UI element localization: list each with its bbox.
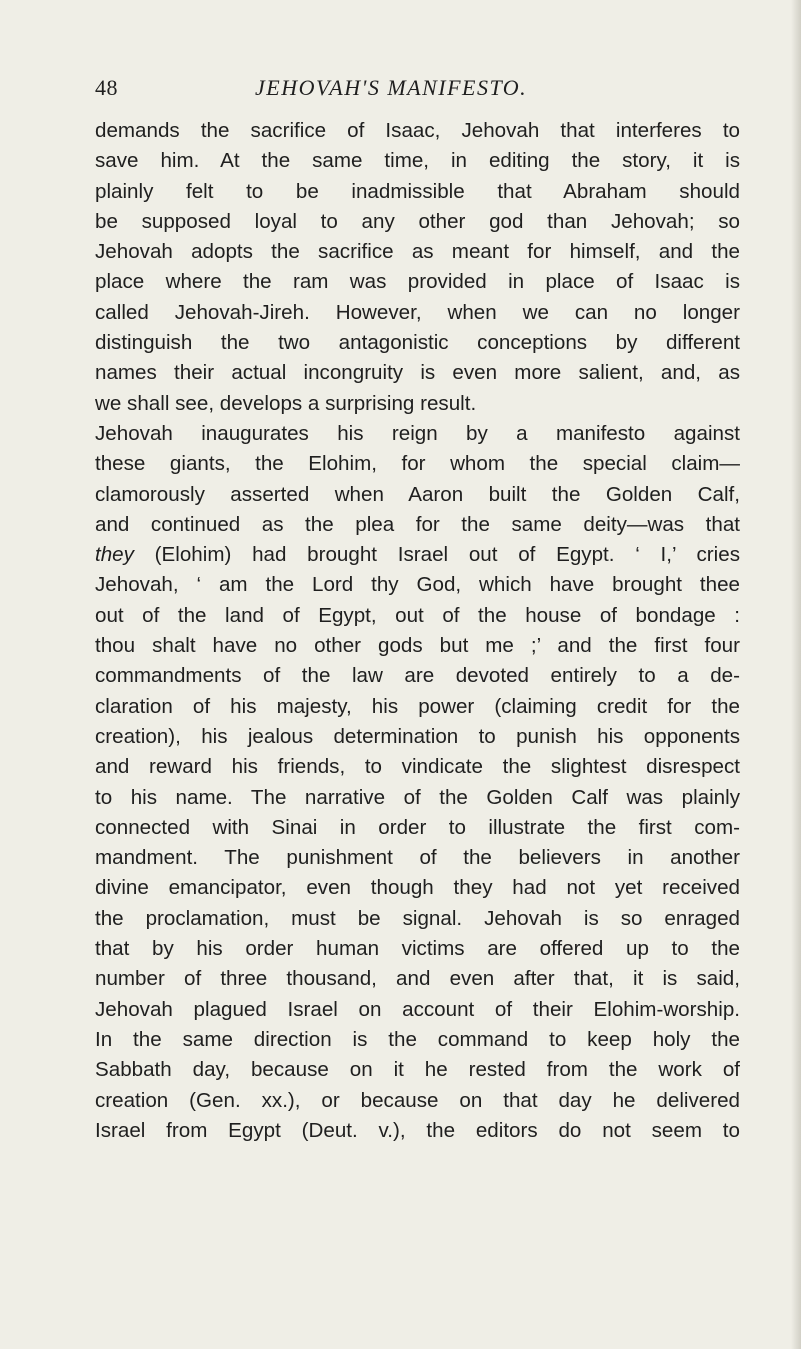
- text-line-rest: (Elohim) had brought Israel out of Egypt. ‘ I,’ cries: [154, 543, 740, 567]
- text-line: that by his order human victims are offered up to the: [95, 937, 740, 961]
- text-line: connected with Sinai in order to illustrate the first com-: [95, 815, 740, 839]
- page-edge-shadow: [791, 0, 801, 1349]
- text-line: names their actual incongruity is even more salient, and, as: [95, 361, 740, 385]
- running-head: JEHOVAH'S MANIFESTO.: [255, 75, 528, 100]
- text-line: clamorously asserted when Aaron built the Golden Calf,: [95, 482, 740, 506]
- text-line: plainly felt to be inadmissible that Abraham should: [95, 179, 740, 203]
- text-line: In the same direction is the command to keep holy the: [95, 1027, 740, 1051]
- text-line: Jehovah plagued Israel on account of their Elohim-worship.: [95, 997, 740, 1021]
- text-line: [95, 540, 740, 570]
- text-line: number of three thousand, and even after that, it is said,: [95, 967, 740, 991]
- text-line: thou shalt have no other gods but me ;’ and the first four: [95, 634, 740, 658]
- text-line: Jehovah, ‘ am the Lord thy God, which have brought thee: [95, 573, 740, 597]
- text-line: we shall see, develops a surprising result.: [95, 391, 477, 415]
- text-line: out of the land of Egypt, out of the house of bondage :: [95, 603, 740, 627]
- text-line: Sabbath day, because on it he rested from the work of: [95, 1058, 740, 1082]
- text-line: Jehovah inaugurates his reign by a manifesto against: [95, 421, 740, 445]
- text-line: claration of his majesty, his power (claiming credit for the: [95, 694, 740, 718]
- text-line: and continued as the plea for the same deity—was that: [95, 512, 740, 536]
- text-line: divine emancipator, even though they had not yet received: [95, 876, 740, 900]
- body-text: [95, 116, 740, 1146]
- text-line: be supposed loyal to any other god than Jehovah; so: [95, 209, 740, 233]
- text-line: creation), his jealous determination to punish his opponents: [95, 724, 740, 748]
- text-line: to his name. The narrative of the Golden Calf was plainly: [95, 785, 740, 809]
- text-line: Jehovah adopts the sacrifice as meant for himself, and the: [95, 240, 740, 264]
- page-header: [95, 75, 735, 109]
- text-line: mandment. The punishment of the believers in another: [95, 846, 740, 870]
- text-line: commandments of the law are devoted entirely to a de-: [95, 664, 740, 688]
- page-number: 48: [95, 75, 118, 100]
- text-line: demands the sacrifice of Isaac, Jehovah that interferes to: [95, 119, 740, 142]
- text-line: place where the ram was provided in place of Isaac is: [95, 270, 740, 294]
- text-line: creation (Gen. xx.), or because on that day he delivered: [95, 1088, 740, 1112]
- text-line: distinguish the two antagonistic conceptions by different: [95, 331, 740, 355]
- text-line: the proclamation, must be signal. Jehovah is so enraged: [95, 906, 740, 930]
- text-line: called Jehovah-Jireh. However, when we can no longer: [95, 300, 740, 324]
- text-line: Israel from Egypt (Deut. v.), the editors do not seem to: [95, 1118, 740, 1142]
- text-line: save him. At the same time, in editing the story, it is: [95, 149, 740, 173]
- italic-word: they: [95, 543, 134, 567]
- text-line: and reward his friends, to vindicate the slightest disrespect: [95, 755, 740, 779]
- text-line: these giants, the Elohim, for whom the special claim—: [95, 452, 740, 476]
